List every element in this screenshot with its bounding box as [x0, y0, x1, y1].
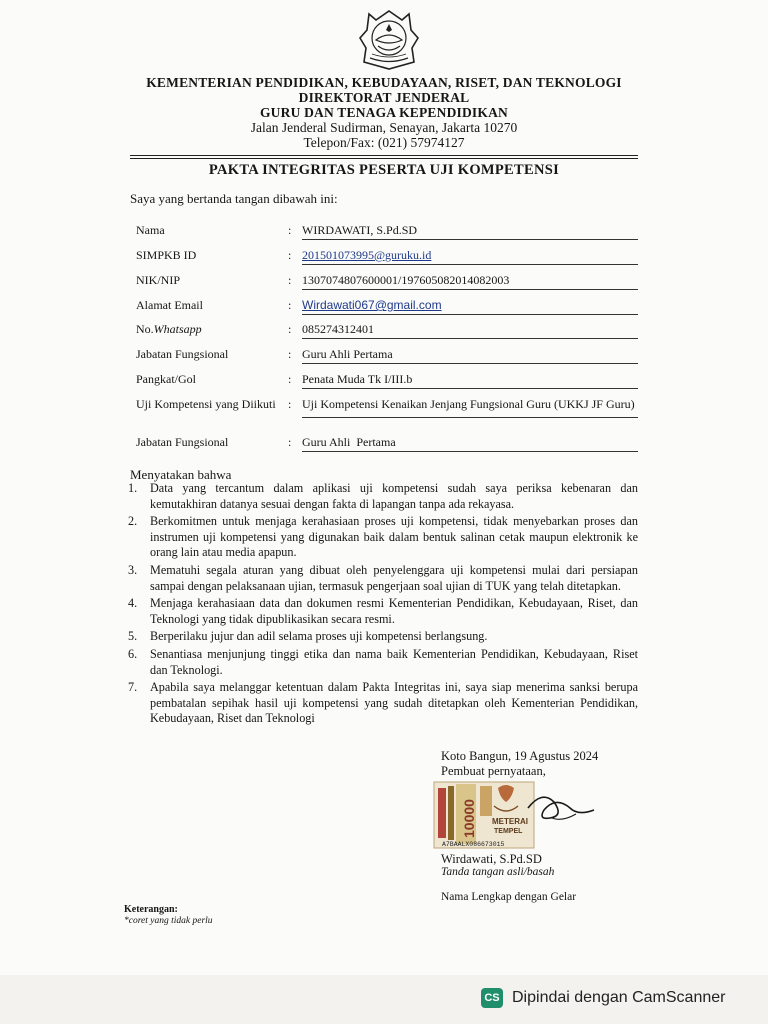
maker-label: Pembuat pernyataan, [441, 764, 546, 778]
list-text: Apabila saya melanggar ketentuan dalam Pakta Integritas ini, saya siap menerima sanksi berupa pembatalan sepihak hasil uji kompetensi yang sudah ditetapkan oleh Kementerian Pendidikan, Kebudayaan, Riset dan Teknologi [150, 680, 638, 726]
signature-note-original: Tanda tangan asli/basah [441, 866, 555, 878]
stamp-serial: A7BAALX086673015 [442, 841, 505, 848]
list-number: 3. [128, 562, 138, 577]
handwritten-signature [528, 797, 594, 818]
field-label: Pangkat/Gol [136, 372, 196, 386]
list-item [128, 563, 638, 594]
directorate-general: DIREKTORAT JENDERAL [298, 90, 470, 105]
field-label: NIK/NIP [136, 273, 180, 287]
stamp-label-2: TEMPEL [494, 828, 523, 835]
field-value-jabatan-2: Guru Ahli Pertama [302, 435, 638, 452]
directorate-division: GURU DAN TENAGA KEPENDIDIKAN [259, 105, 508, 120]
field-value-pangkat: Penata Muda Tk I/III.b [302, 372, 638, 389]
list-item [128, 514, 638, 561]
list-number: 6. [128, 646, 138, 661]
list-item [128, 647, 638, 678]
field-colon: : [288, 298, 292, 312]
statement-list [128, 481, 638, 729]
field-colon: : [288, 223, 292, 237]
footnote-text: *coret yang tidak perlu [124, 916, 213, 926]
header-rule-thick [130, 155, 638, 156]
list-text: Menjaga kerahasiaan data dan dokumen resmi Kementerian Pendidikan, Kebudayaan, Riset, dan Teknologi yang tidak dipublikasikan secara resmi. [150, 596, 638, 626]
field-colon: : [288, 322, 292, 336]
field-value-wrapper [302, 298, 638, 315]
document-title: PAKTA INTEGRITAS PESERTA UJI KOMPETENSI [208, 162, 560, 178]
office-address: Jalan Jenderal Sudirman, Senayan, Jakarta 10270 [250, 120, 518, 135]
field-label: No. [136, 322, 154, 336]
field-value-nik: 1307074807600001/197605082014082003 [302, 273, 638, 290]
footnote-label: Keterangan: [124, 904, 178, 915]
header-rule-thin [130, 158, 638, 159]
list-text: Berkomitmen untuk menjaga kerahasiaan proses uji kompetensi, tidak menyebarkan proses dan instrumen uji kompetensi yang digunakan baik dalam bentuk salinan cetak maupun elektronik ke orang lain atau media apapun. [150, 514, 638, 560]
list-number: 4. [128, 596, 138, 611]
field-colon: : [288, 397, 292, 411]
place-date: Koto Bangun, 19 Agustus 2024 [441, 749, 599, 763]
field-value-uji: Uji Kompetensi Kenaikan Jenjang Fungsional Guru (UKKJ JF Guru) [302, 397, 638, 418]
field-colon: : [288, 347, 292, 361]
stamp-label-1: METERAI [492, 817, 528, 826]
field-label: Jabatan Fungsional [136, 347, 229, 361]
field-label-whatsapp [136, 322, 281, 337]
list-text: Data yang tercantum dalam aplikasi uji kompetensi sudah saya periksa kebenaran dan kemutakhiran datanya sesuai dengan fakta di lapangan tanpa ada rekayasa. [150, 481, 638, 511]
meterai-stamp [432, 778, 608, 860]
field-label: SIMPKB ID [136, 248, 197, 262]
list-number: 1. [128, 481, 138, 495]
list-text: Berperilaku jujur dan adil selama proses uji kompetensi berlangsung. [150, 629, 488, 644]
field-label: Jabatan Fungsional [136, 435, 229, 449]
field-colon: : [288, 435, 292, 449]
stamp-value: 10000 [461, 799, 477, 838]
field-value-simpkb: 201501073995@guruku.id [302, 248, 432, 262]
list-number: 7. [128, 680, 138, 695]
list-number: 2. [128, 514, 138, 529]
field-colon: : [288, 372, 292, 386]
list-text: Senantiasa menjunjung tinggi etika dan nama baik Kementerian Pendidikan, Kebudayaan, Riset dan Teknologi. [150, 646, 638, 677]
field-value-whatsapp: 085274312401 [302, 322, 638, 339]
signer-name: Wirdawati, S.Pd.SD [441, 852, 542, 866]
list-item [128, 596, 638, 627]
list-number: 5. [128, 629, 138, 644]
field-label: Nama [136, 223, 165, 237]
statement-heading: Menyatakan bahwa [130, 467, 232, 482]
list-item [128, 481, 638, 512]
field-colon: : [288, 273, 292, 287]
ministry-name: KEMENTERIAN PENDIDIKAN, KEBUDAYAAN, RISET, DAN TEKNOLOGI [146, 75, 622, 90]
tut-wuri-handayani-logo [356, 8, 422, 72]
field-label: Uji Kompetensi yang Diikuti [136, 397, 276, 411]
field-value-email: Wirdawati067@gmail.com [302, 298, 442, 312]
field-label: Alamat Email [136, 298, 203, 312]
list-item [128, 680, 638, 727]
field-colon: : [288, 248, 292, 262]
field-value-wrapper [302, 248, 638, 265]
field-label-italic: Whatsapp [153, 322, 202, 336]
field-value-nama: WIRDAWATI, S.Pd.SD [302, 223, 638, 240]
office-phone: Telepon/Fax: (021) 57974127 [303, 135, 465, 150]
camscanner-text: Dipindai dengan CamScanner [512, 989, 726, 1006]
intro-text: Saya yang bertanda tangan dibawah ini: [130, 191, 338, 206]
signature-note-name: Nama Lengkap dengan Gelar [441, 891, 577, 903]
camscanner-watermark [481, 986, 725, 1010]
field-value-jabatan: Guru Ahli Pertama [302, 347, 638, 364]
camscanner-icon: CS [481, 988, 503, 1008]
list-item [128, 629, 638, 645]
list-text: Mematuhi segala aturan yang dibuat oleh penyelenggara uji kompetensi mulai dari persiapan sampai dengan pelaksanaan ujian, termasuk pengerjaan soal ujian di TUK yang telah ditetapkan. [150, 562, 638, 593]
